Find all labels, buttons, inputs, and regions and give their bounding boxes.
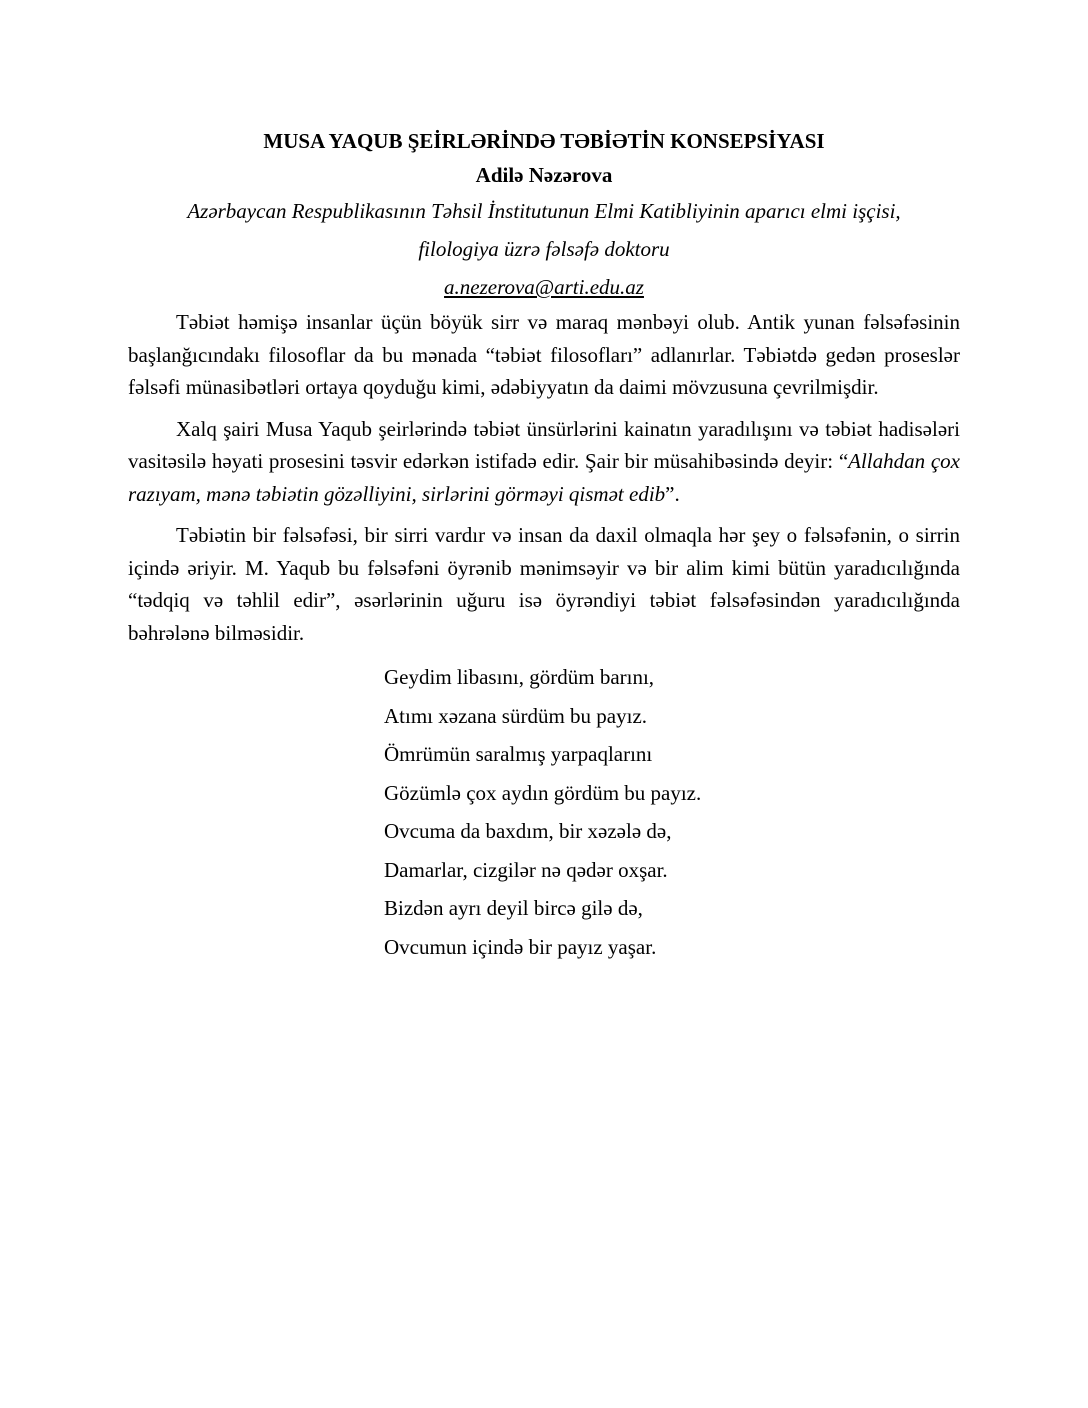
paragraph-3: Təbiətin bir fəlsəfəsi, bir sirri vardır və insan da daxil olmaqla hər şey o fəlsəfənin, o sirrin içində əriyir. M. Yaqub bu fəlsəfəni öyrənib mənimsəyir və bir alim kimi bütün yaradıcılığında “tədqiq və təhlil edir”, əsərlərinin uğuru isə öyrəndiyi təbiət fəlsəfəsindən yaradıcılığında bəhrələnə bilməsidir. xyxy=(128,523,960,645)
poem-block xyxy=(384,658,960,966)
poem-line: Ömrümün saralmış yarpaqlarını xyxy=(384,742,653,766)
article-title: MUSA YAQUB ŞEİRLƏRİNDƏ TƏBİƏTİN KONSEPSİYASI xyxy=(263,129,825,153)
paragraph-2-quote: Allahdan çox razıyam, mənə təbiətin gözəlliyini, sirlərini görməyi qismət edib xyxy=(128,449,960,506)
poem-line: Bizdən ayrı deyil bircə gilə də, xyxy=(384,896,643,920)
author-name: Adilə Nəzərova xyxy=(475,163,613,187)
poem-line: Atımı xəzana sürdüm bu payız. xyxy=(384,703,648,728)
paragraph-2 xyxy=(128,413,960,511)
paragraph-2-end: ”. xyxy=(665,481,680,506)
document-page xyxy=(128,124,960,966)
poem-line: Gözümlə çox aydın gördüm bu payız. xyxy=(384,780,702,805)
poem-line: Geydim libasını, gördüm barını, xyxy=(384,665,655,689)
poem-line: Damarlar, cizgilər nə qədər oxşar. xyxy=(384,857,668,882)
author-email[interactable]: a.nezerova@arti.edu.az xyxy=(444,275,644,299)
poem-line: Ovcuma da baxdım, bir xəzələ də, xyxy=(384,819,672,843)
poem-line: Ovcumun içində bir payız yaşar. xyxy=(384,934,657,959)
paragraph-2-text: Xalq şairi Musa Yaqub şeirlərində təbiət ünsürlərini kainatın yaradılışını və təbiət hadisələri vasitəsilə həyati prosesini təsvir edərkən istifadə edir. Şair bir müsahibəsində deyir: “ xyxy=(128,416,960,473)
author-affiliation: Azərbaycan Respublikasının Təhsil İnstitutunun Elmi Katibliyinin aparıcı elmi işçisi, filologiya üzrə fəlsəfə doktoru xyxy=(187,199,901,261)
paragraph-1: Təbiət həmişə insanlar üçün böyük sirr və maraq mənbəyi olub. Antik yunan fəlsəfəsinin başlanğıcındakı filosoflar da bu mənada “təbiət filosofları” adlanırlar. Təbiətdə gedən proseslər fəlsəfi münasibətləri ortaya qoyduğu kimi, ədəbiyyatın da daimi mövzusuna çevrilmişdir. xyxy=(128,310,960,399)
